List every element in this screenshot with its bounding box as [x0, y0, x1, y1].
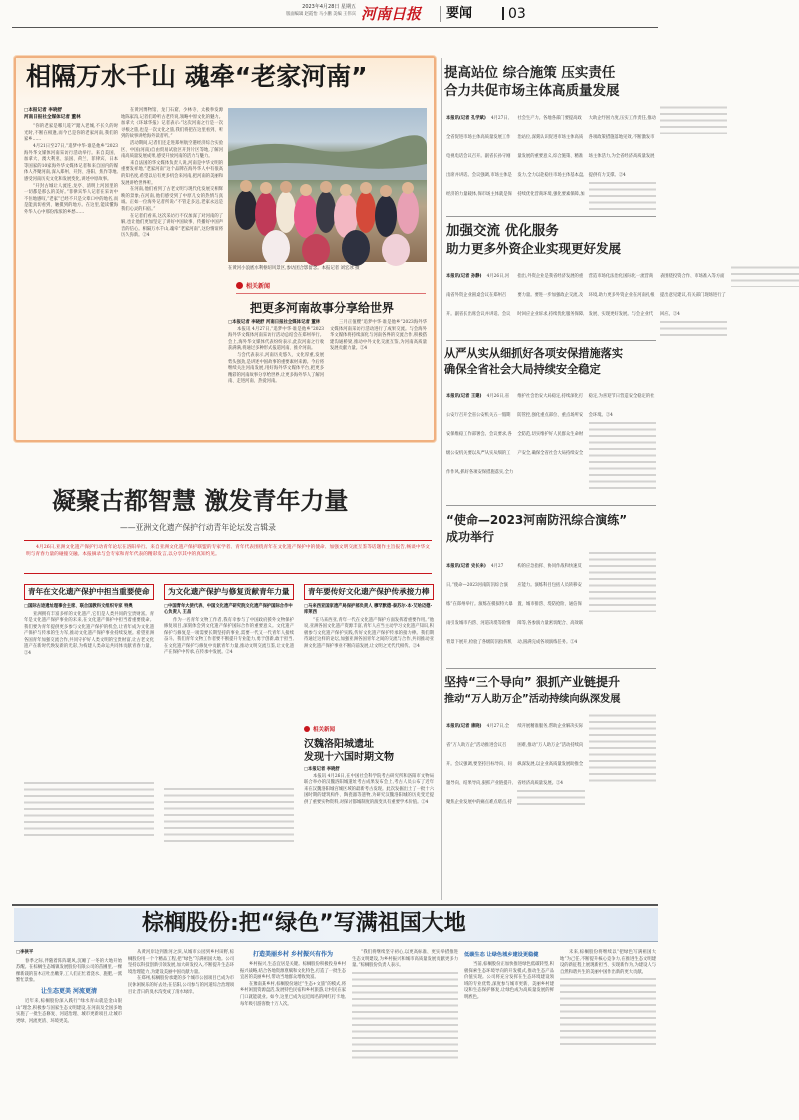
bottom-col-1 [16, 950, 122, 1114]
article-byline: 本报讯(记者 史长来) [446, 564, 486, 569]
right-divider [446, 340, 656, 341]
column-headline: 青年要传好文化遗产保护传承接力棒 [308, 587, 430, 596]
related-byline: □本报记者 李晓舒 河南日报社全媒体记者 董林 [228, 320, 321, 325]
column-body: 作为一名青年文物工作者,我有幸参与了中国政府援外文物保护修复项目,深刻体会到文化遗产保护国际合作的重要意义。文化遗产保护与修复是一项需要长期坚持的事业,需要一代又一代青年人接续奋斗。我们青年文物工作者要不断提升专业能力,勇于创新,敢于担当,在文化遗产保护与修复中贡献青年力量,推动文明交流互鉴,让文化遗产在保护中传承,在传承中发展。②4 [164, 617, 294, 656]
lead-paragraph: “开封古城让人流连,龙亭、清明上河园里的一切都是那么的美好。”菲律宾华人记者在采访中不住地感叹,“老家”已经不只是父辈口中的地名,而是能真切看到、触摸到的地方。在这里,能读懂海外华人心中那份浓浓的乡愁…… [24, 183, 118, 215]
bottom-paragraph: 近年来,棕榈股份深入践行“绿水青山就是金山银山”理念,积极参与国家生态文明建设,在河南及全国多地实施了一批生态修复、河道治理、城市更新项目,让城市更绿、河流更清、环境更美。 [16, 998, 122, 1024]
right-column-rule [441, 58, 442, 900]
hero-intro-box [24, 540, 432, 574]
lead-paragraph: 在河南,他们看到了古老文明与现代化发展交相辉映的景象;在河南,他们感受到了中原儿女的热情与真诚。正如一位海外记者所说:“不管走多远,老家永远是我们心灵的归宿。” [121, 187, 223, 212]
right-article-3-body [446, 382, 656, 498]
hero-headline: 凝聚古都智慧 激发青年力量 [52, 487, 349, 515]
article-byline: 本报讯(记者 王建) [446, 394, 482, 399]
article-body: 4月27日,全省“万人助万企”活动推进会议召开。会议强调,要坚持目标导向、问题导向、结果导向,狠抓产业链提升,聚焦企业发展中的痛点难点堵点,持续开展精准服务,帮助企业解决实际困难,推动“万人助万企”活动持续向纵深发展,以企业高质量发展助推全省经济高质量发展。②4 [446, 724, 584, 805]
column-headline: 青年在文化遗产保护中担当重要使命 [28, 587, 150, 596]
editor-credits: 版面编辑 赵霞怡 马小鹏 美编 王伟宾 [286, 12, 356, 17]
bottom-paragraph: 当前,棕榈股份正加快推进绿色低碳转型,积极探索生态环境导向的开发模式,推动生态产品价值实现。公司将充分发挥在生态环境建设领域的专业优势,深度参与城市更新、美丽乡村建设和生态保护修复,让绿色成为高质量发展的鲜明底色。 [464, 962, 554, 1000]
lead-paragraph: 来自法国的华文媒体负责人说,河南是中华文明的重要发祥地,“老家河南”这个品牌在海外华人中有很高的知名度,希望以后有更多机会来河南,把河南的美丽和发展讲给世界听。 [121, 160, 223, 186]
right-article-4-title [446, 512, 660, 546]
bottom-col-4 [352, 950, 458, 1114]
lead-headline: 相隔万水千山 魂牵“老家河南” [26, 62, 368, 91]
column-head-box [304, 584, 434, 600]
hero-subtitle: ——亚洲文化遗产保护行动青年论坛发言辑录 [120, 523, 276, 532]
related-paragraph: 三月正值樱“追梦中华·谁是他乡”2023海外华文媒体河南采访行活动进行了成果交流。与会海外华文媒体将持续深化与河南各界的交流合作,积极搭建沟通桥梁,推动中外文化交流互鉴,为河南高质量发展贡献力量。②4 [330, 320, 427, 352]
column-byline: □中国青年大使代表、中国文化遗产研究院文化遗产保护国际合作中心负责人 王昌 [164, 603, 293, 615]
related-news-icon [304, 726, 310, 732]
bottom-text-lines [560, 978, 656, 1048]
lead-byline: □本报记者 李晓舒 河南日报社全媒体记者 董林 [24, 108, 81, 120]
photo-hills [228, 135, 427, 168]
column-byline: □马来西亚国家遗产局保护部负责人 穆罕默德·泰苏尔·本·艾哈迈德·库莱西 [304, 603, 433, 615]
section-divider [440, 6, 441, 22]
related-news-tag [236, 280, 270, 291]
column-text-lines [24, 782, 154, 837]
hero-intro: 4月26日,亚洲文化遗产保护行动青年论坛在洛阳举行。来自亚洲文化遗产保护联盟的专家学者、青年代表围绕青年在文化遗产保护中的使命、加强文明交流互鉴等话题作主旨报告,畅谈中华文明与青春力量的碰撞交融。本报摘录与会专家和青年代表的精彩发言,以分享其中的真知灼见。 [26, 545, 430, 557]
right-article-3-title [444, 346, 660, 378]
article-body: 4月27日,“使命—2023河南防汛综合演练”在郑州举行。演练在模拟特大暴雨引发城市内涝、河道决堤等险情背景下展开,检验了各级防汛指挥机构的应急指挥、协同作战和快速反应能力。演练科目包括人员转移安置、城市排涝、堤防抢险、通信保障等,各参演力量密切配合、高效联动,圆满完成各项演练任务。②4 [446, 564, 584, 645]
lead-paragraph: “你的老家是哪儿哇?”踏入老城,不长久的时光时,不断在相逢,而今已是你的老家河南,我们的家乡…… [24, 124, 118, 143]
bottom-subhead: 低碳生态 让绿色城乡建设更稳健 [464, 952, 539, 958]
article-byline: 本报讯(记者 康晓) [446, 724, 482, 729]
headline-line: 坚持“三个导向” 狠抓产业链提升 [444, 675, 620, 689]
lead-col-1 [24, 108, 118, 433]
article-body: 4月27日,全省促进市场主体高质量发展工作电视电话会议召开。副省长孙守刚出席并讲话。会议强调,市场主体是经济的力量载体,保市场主体就是保社会生产力。各地各部门要提高政治站位,深刻认识促进市场主体高质量发展的重要意义,综合施策、精准发力,全力以赴稳住市场主体基本盘,持续优化营商环境,强化要素保障,加大助企纾困力度,压实工作责任,推动各项政策措施落地见效,不断激发市场主体活力,为全省经济高质量发展提供有力支撑。②4 [446, 116, 656, 197]
page-number-bar [502, 7, 504, 20]
article-byline: 本报讯(记者 孔学斌) [446, 116, 486, 121]
bottom-subhead: 打造美丽乡村 乡村振兴有作为 [252, 951, 334, 958]
article-body: 4月26日,省公安厅召开全省公安机关五一假期安保维稳工作部署会。会议要求,各级公安机关要以从严从实从细的工作作风,抓好各项安保措施落实,全力维护社会治安大局稳定,持续深化打防管控,强化重点部位、重点场所安全防范,切实维护好人民群众生命财产安全,确保全省社会大局持续安全稳定,为喜迎节日营造安全稳定的社会环境。②4 [446, 394, 655, 475]
section-name: 要闻 [446, 6, 473, 21]
headline-line: 加强交流 优化服务 [446, 223, 559, 239]
article-body: 4月26日,河南省外资企业圆桌会议在郑州召开。副省长出席会议并讲话。会议指出,外资企业是我省经济发展的重要力量。要进一步加强政企交流,及时回应企业诉求,持续优化服务保障,营造市场化法治化国际化一流营商环境,助力更多外资企业在河南扎根发展、实现更好发展。与会企业代表围绕投资合作、市场准入等方面提出意见建议,有关部门现场进行了回应。②4 [446, 274, 726, 317]
right-article-1-body [446, 104, 656, 212]
column-body: 亚洲拥有丰富多样的文化遗产,它们是人类共同的宝贵财富。青年是文化遗产保护事业的未来,在文化遗产保护中担当着重要使命。我们要为青年提供更多参与文化遗产保护的机会,让青年成为文化遗产保护与传承的生力军,推动文化遗产保护事业持续发展。希望亚洲各国青年加强交流合作,共同守护好人类文明的宝贵财富,让古老文化遗产在新时代焕发新的光彩,为构建人类命运共同体贡献青春力量。②4 [24, 611, 154, 657]
bottom-paragraph: 在豫南某乡村,棕榈股份通过“生态+文旅”的模式,将乡村闲置资源盘活,发展特色民宿和乡村旅游,让村民在家门口就能就业。如今,这里已成为远近闻名的网红打卡地,每年吸引游客数十万人次。 [240, 981, 346, 1007]
right-article-5-body [446, 712, 656, 852]
right-divider [446, 505, 656, 506]
page-number: 03 [508, 6, 526, 22]
column-text-lines [164, 788, 294, 843]
bottom-headline: 棕榈股份:把“绿色”写满祖国大地 [142, 911, 466, 936]
related-col-1 [228, 320, 324, 434]
masthead-meta [236, 4, 356, 24]
hero-column-1 [24, 584, 154, 854]
right-divider [446, 668, 656, 669]
header-rule [12, 27, 658, 28]
bottom-paragraph: 春季之际,伴随着阵阵暖风,沉睡了一冬的大地开始苏醒。在棕榈生态城镇发展股份有限公司的苗圃里,一棵棵新栽的苗木正吐出嫩芽,工人们正忙着浇水、施肥,一派繁忙景象。 [16, 958, 122, 984]
right-divider [446, 216, 656, 217]
related-paragraph: 本报讯 4月27日,“追梦中华·谁是他乡”2023海外华文媒体河南采访行活动总结会在郑州举行。会上,海外华文媒体代表纷纷表示,此次河南之行收获满满,将通过多种形式报道河南、推介河南。 [228, 326, 324, 352]
column-head-box [164, 584, 294, 600]
column-body: “在马来西亚,青年一代在文化遗产保护方面发挥着重要作用。”他说,亚洲各国文化遗产资源丰富,青年人应当主动学习文化遗产知识,积极参与文化遗产保护实践,传好文化遗产保护传承的接力棒。我们期待通过这样的论坛,加强亚洲各国青年之间的交流与合作,共同推动亚洲文化遗产保护事业不断向前发展,让文明之光代代相传。②4 [304, 617, 434, 649]
photo-scene [228, 108, 427, 262]
bottom-paragraph: 未来,棕榈股份将继续以“把绿色写满祖国大地”为己任,不断提升核心竞争力,在推进生态文明建设的新征程上展现新担当、实现新作为,为建设人与自然和谐共生的美丽中国作出新的更大贡献。 [560, 950, 656, 975]
right-article-4-body [446, 552, 656, 662]
bottom-col-3 [240, 950, 346, 1114]
article-text-lines [589, 552, 656, 612]
bottom-text-lines [352, 972, 458, 1062]
article-byline: 本报讯(记者 孙静) [446, 274, 482, 279]
bottom-section-rule [12, 904, 658, 906]
headline-line: 助力更多外资企业实现更好发展 [446, 241, 622, 256]
headline-line: “使命—2023河南防汛综合演练” [446, 513, 628, 527]
relics-headline-2: 发现十六国时期文物 [304, 752, 394, 763]
hero-column-2 [164, 584, 294, 854]
bottom-subhead: 让生态更美 河流更清 [40, 987, 98, 995]
headline-line: 推动“万人助万企”活动持续向纵深发展 [444, 694, 621, 705]
related-news-label: 相关新闻 [246, 283, 271, 290]
headline-line: 提高站位 综合施策 压实责任 [444, 65, 616, 81]
bottom-col-6 [560, 950, 656, 1114]
related-col-2 [330, 320, 427, 434]
lead-paragraph: 4月21日至27日,“追梦中华·谁是他乡”2023海外华文媒体河南采访行活动举行。来自美国、加拿大、澳大利亚、法国、荷兰、菲律宾、日本等国家的10家海外华文媒体记者和来自国内的媒体人齐聚河南,深入郑州、开封、洛阳、焦作等地,感受河南历史文化和发展变化,讲述中原故事。 [24, 143, 118, 182]
column-head-box [24, 584, 154, 600]
relics-tag [304, 724, 434, 734]
relics-body: 本报讯 4月26日,在中国社会科学院考古研究所和洛阳市文物局联合举办的汉魏洛阳城遗址考古成果发布会上,考古人员公布了近年来在汉魏洛阳城宫城区域的最新考古发现。此次发掘出土了一批十六国时期的建筑构件、陶瓷器等遗物,为研究汉魏洛阳城的历史变迁提供了重要实物资料,对探讨都城制度的演变具有重要学术价值。②4 [304, 773, 434, 805]
headline-line: 成功举行 [446, 530, 495, 544]
bottom-paragraph: 从黄河岸边到淮河之滨,从城市公园到乡村田野,棕榈股份用一个个精品工程,把“绿色”写满祖国大地。公司坚持以科技创新引领发展,加大研发投入,不断提升生态环境治理能力,为建设美丽中国贡献力量。 [128, 950, 234, 975]
headline-line: 确保全省社会大局持续安全稳定 [444, 363, 601, 376]
bottom-byline: □李侠平 [16, 950, 34, 955]
right-article-2-body [446, 262, 726, 336]
relics-tag-label: 相关新闻 [313, 727, 336, 733]
relics-headline-1: 汉魏洛阳城遗址 [304, 739, 374, 750]
right-article-2-title [446, 222, 660, 258]
related-paragraph: 与会代表表示,河南历史悠久、文化厚重,发展势头强劲,是讲述中国故事的重要素材来源。今后将继续关注河南发展,用好海外华文媒体平台,把更多精彩的河南故事分享给世界,让更多海外华人了解河南、走进河南、热爱河南。 [228, 352, 324, 385]
column-byline: □国际古迹遗址理事会主席、联合国教科文组织专家 特奥 [24, 603, 133, 609]
headline-line: 合力共促市场主体高质量发展 [444, 83, 620, 99]
newspaper-logo: 河南日报 [361, 5, 422, 23]
column-headline: 为文化遗产保护与修复贡献青年力量 [168, 587, 290, 596]
lead-group-photo [228, 108, 427, 262]
lead-paragraph: 在记者们看来,这次采访行不仅加深了对河南的了解,也让他们更加坚定了讲好中国故事、传播好中国声音的信心。相隔万水千山,魂牵“老家河南”,这份情谊将历久弥新。②4 [121, 213, 223, 239]
related-headline: 把更多河南故事分享给世界 [250, 301, 395, 315]
bottom-paragraph: 乡村振兴,生态宜居是关键。棕榈股份积极投身乡村振兴战略,结合各地资源禀赋和文化特色,打造了一批生态宜居的美丽乡村,带动当地群众增收致富。 [240, 962, 346, 981]
related-news-icon [236, 282, 243, 289]
lead-paragraph: 活动期间,记者们还走进郑州航空港经济综合实验区、中国(河南)自由贸易试验区开封片区等地,了解河南高质量发展成果,感受开放河南的活力与魅力。 [121, 140, 223, 160]
relics-byline: □本报记者 李晓舒 [304, 767, 340, 772]
lead-paragraph: 在黄河博物馆、龙门石窟、少林寺、太极拳发源地陈家沟,记者们聆听古老传说,领略中原文化的魅力。加拿大《环球华报》记者表示:“这次河南之行是一次寻根之旅,也是一次文化之旅,我们将把在这里看到、听到的故事讲给海外读者听。” [121, 108, 223, 140]
headline-line: 从严从实从细抓好各项安保措施落实 [444, 347, 624, 360]
bottom-paragraph: 在郑州,棕榈股份承建的多个城市公园项目已成为市民休闲娱乐的好去处;在信阳,公司参与的河道综合治理项目让昔日的臭水沟变成了清水绿岸。 [128, 976, 234, 995]
article-text-lines [589, 422, 656, 492]
relics-sidebar [304, 720, 434, 898]
bottom-col-2 [128, 950, 234, 1114]
bottom-paragraph: “我们将继续坚守初心,以更高标准、更实举措推进生态文明建设,为乡村振兴和城市高质量发展贡献更多力量。”棕榈股份负责人表示。 [352, 950, 458, 969]
right-article-1-title [444, 64, 660, 100]
right-article-5-title [444, 674, 660, 708]
bottom-col-5 [464, 950, 554, 1114]
photo-people [235, 180, 419, 266]
lead-col-2 [121, 108, 223, 433]
issue-date: 2023年4月28日 星期五 [302, 4, 356, 10]
photo-caption: 在黄河小浪底水利枢纽风景区,参访团合影留念。本报记者 刘宏冰 摄 [228, 266, 360, 271]
related-rule [236, 293, 426, 294]
